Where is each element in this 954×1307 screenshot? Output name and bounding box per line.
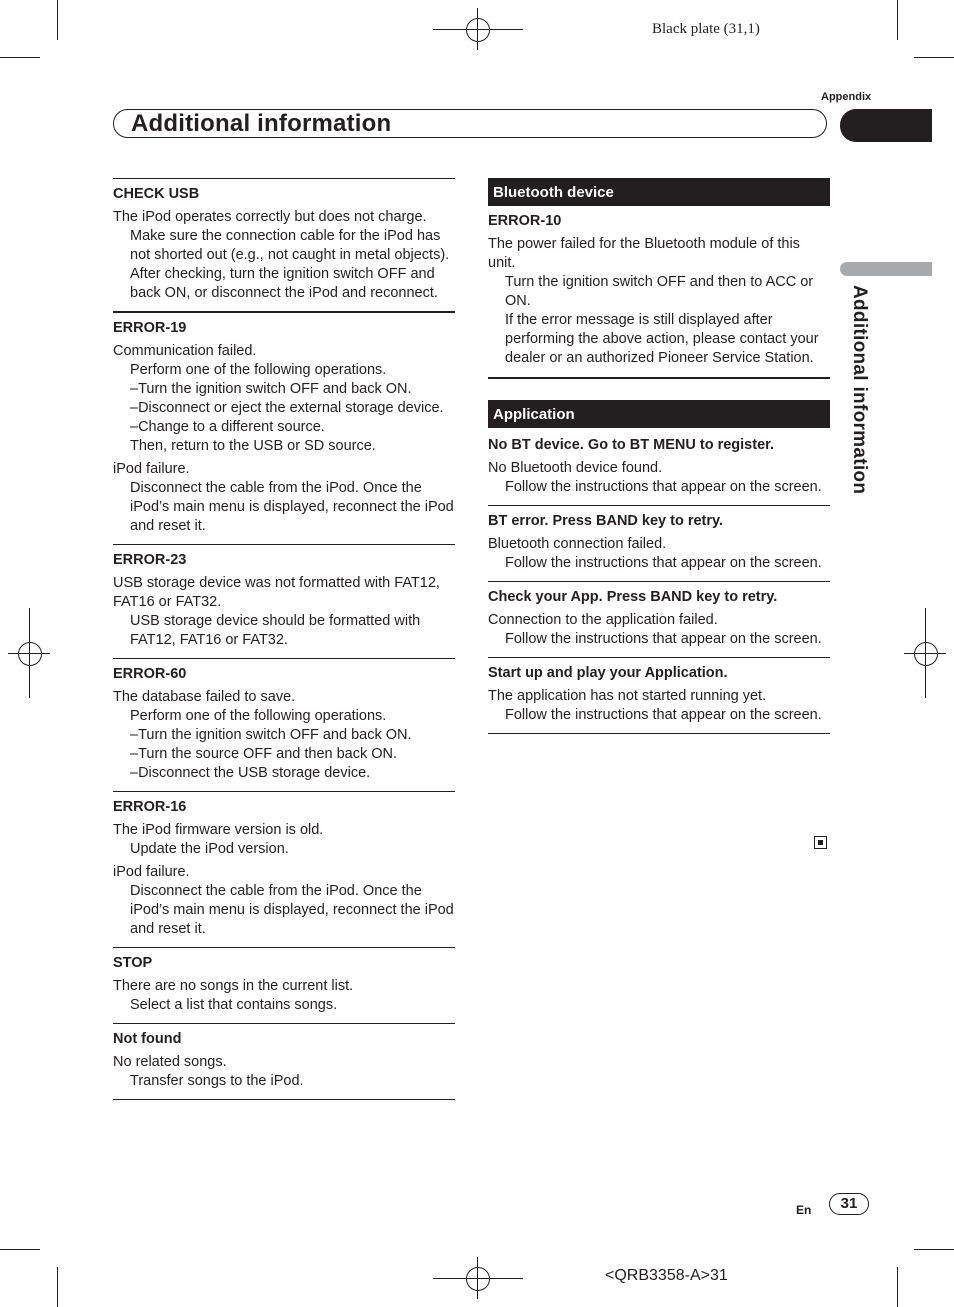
section [113,311,455,544]
cause-text: The application has not started running yet. [488,688,767,704]
cause-text: The database failed to save. [113,689,296,705]
action-text: –Disconnect the USB storage device. [130,765,371,781]
action-text: –Turn the ignition switch OFF and back ON. [130,381,412,397]
section-heading: STOP [113,955,153,971]
action-text: Follow the instructions that appear on the screen. [505,707,822,723]
cause-text: No related songs. [113,1054,227,1070]
action-text: Follow the instructions that appear on the screen. [505,555,822,571]
side-tab-bar [840,262,932,276]
page-number: 31 [829,1193,869,1215]
action-text: Then, return to the USB or SD source. [130,438,376,454]
section-tab [840,109,932,142]
crop-mark [897,1267,898,1307]
action-text: Perform one of the following operations. [130,708,387,724]
section [488,428,830,505]
crop-mark [57,0,58,40]
section-heading: CHECK USB [113,186,200,202]
section-heading: ERROR-60 [113,666,187,682]
section-heading: ERROR-19 [113,320,187,336]
registration-circle [466,18,490,42]
cause-text: iPod failure. [113,864,190,880]
bluetooth-band: Bluetooth device [488,178,830,206]
action-text: Follow the instructions that appear on the screen. [505,631,822,647]
section-heading: Not found [113,1031,182,1047]
action-text: Disconnect the cable from the iPod. Once the iPod’s main menu is displayed, reconnect the iPod and reset it. [130,883,454,937]
action-text: –Disconnect or eject the external storage device. [130,400,444,416]
cause-text: The iPod firmware version is old. [113,822,324,838]
plate-label: Black plate (31,1) [652,21,760,37]
crop-mark [0,1249,40,1250]
action-text: Follow the instructions that appear on the screen. [505,479,822,495]
cause-text: iPod failure. [113,461,190,477]
action-text: –Turn the ignition switch OFF and back ON. [130,727,412,743]
action-text: Make sure the connection cable for the iPod has not shorted out (e.g., not caught in metal objects). After checking, turn the ignition switch OFF and back ON, or disconnect the iPod and reconnect. [130,228,450,301]
section [488,581,830,657]
cause-text: USB storage device was not formatted with FAT12, FAT16 or FAT32. [113,575,440,610]
section [113,1023,455,1099]
section [488,505,830,581]
cause-text: No Bluetooth device found. [488,460,663,476]
bluetooth-section [488,206,830,376]
cause-text: There are no songs in the current list. [113,978,354,994]
action-text: Disconnect the cable from the iPod. Once the iPod’s main menu is displayed, reconnect the iPod and reset it. [130,480,454,534]
cause-text: The power failed for the Bluetooth module of this unit. [488,236,800,271]
section [488,657,830,733]
crop-mark [897,0,898,40]
section-heading: BT error. Press BAND key to retry. [488,513,724,529]
section [113,791,455,947]
registration-circle [18,642,42,666]
end-mark-icon [814,836,827,849]
action-text: Turn the ignition switch OFF and then to ACC or ON. [505,274,814,309]
section [113,658,455,791]
section-heading: ERROR-23 [113,552,187,568]
page-title: Additional information [131,110,392,137]
cause-text: Connection to the application failed. [488,612,718,628]
language-label: En [796,1203,812,1217]
crop-mark [57,1267,58,1307]
section [113,178,455,311]
cause-text: The iPod operates correctly but does not charge. [113,209,427,225]
action-text: Update the iPod version. [130,841,289,857]
section-heading: ERROR-10 [488,213,562,229]
section-heading: No BT device. Go to BT MENU to register. [488,437,775,453]
application-band: Application [488,400,830,428]
section-heading: ERROR-16 [113,799,187,815]
action-text: USB storage device should be formatted with FAT12, FAT16 or FAT32. [130,613,421,648]
section-heading: Check your App. Press BAND key to retry. [488,589,778,605]
action-text: Perform one of the following operations. [130,362,387,378]
crop-mark [0,57,40,58]
action-text: Select a list that contains songs. [130,997,338,1013]
section-rule [113,1099,455,1100]
action-text: –Change to a different source. [130,419,325,435]
document-code: <QRB3358-A>31 [605,1267,728,1284]
cause-text: Communication failed. [113,343,257,359]
application-sections [488,428,830,734]
cause-text: Bluetooth connection failed. [488,536,667,552]
section [113,544,455,658]
action-text: Transfer songs to the iPod. [130,1073,304,1089]
crop-mark [914,57,954,58]
right-column [488,178,830,734]
side-tab-label: Additional information [849,285,870,495]
section [113,947,455,1023]
left-column [113,178,455,1100]
registration-circle [466,1267,490,1291]
appendix-label: Appendix [821,91,872,103]
registration-circle [914,642,938,666]
section-rule [488,733,830,734]
section-heading: Start up and play your Application. [488,665,728,681]
action-text: If the error message is still displayed after performing the above action, please contact your dealer or an authorized Pioneer Service Station. [505,312,819,366]
crop-mark [914,1249,954,1250]
action-text: –Turn the source OFF and then back ON. [130,746,398,762]
